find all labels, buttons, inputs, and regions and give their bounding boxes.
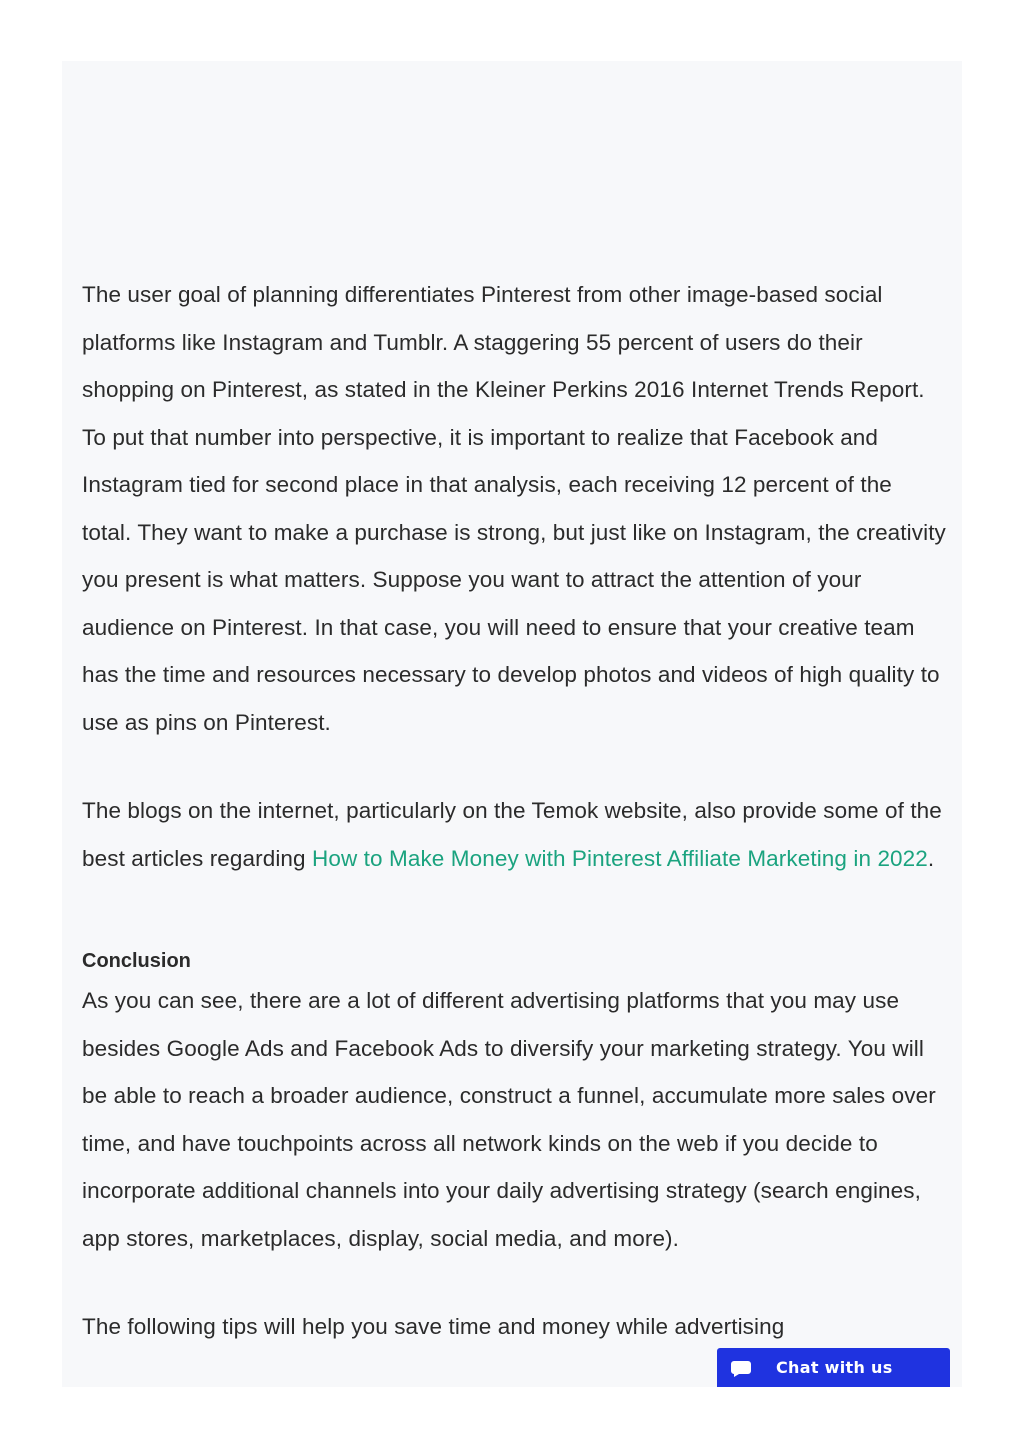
article-paragraph-with-link (82, 787, 946, 882)
article-paragraph-partial: The following tips will help you save time and money while advertising (82, 1314, 785, 1339)
chat-with-us-button[interactable] (717, 1348, 950, 1387)
paragraph-text: The blogs on the internet, particularly on the Temok website, also provide some of the best articles regarding (82, 798, 942, 871)
chat-bubble-icon (731, 1361, 751, 1377)
article-content (82, 271, 946, 1351)
conclusion-heading: Conclusion (82, 950, 191, 972)
chat-with-us-label: Chat with us (776, 1358, 893, 1377)
pinterest-affiliate-article-link[interactable]: How to Make Money with Pinterest Affiliate Marketing in 2022 (312, 845, 928, 871)
article-page (62, 61, 962, 1387)
article-paragraph: The user goal of planning differentiates Pinterest from other image-based social platforms like Instagram and Tumblr. A staggering 55 percent of users do their shopping on Pinterest, as stated in the Kleiner Perkins 2016 Internet Trends Report. To put that number into perspective, it is important to realize that Facebook and Instagram tied for second place in that analysis, each receiving 12 percent of the total. They want to make a purchase is strong, but just like on Instagram, the creativity you present is what matters. Suppose you want to attract the attention of your audience on Pinterest. In that case, you will need to ensure that your creative team has the time and resources necessary to develop photos and videos of high quality to use as pins on Pinterest. (82, 282, 946, 735)
conclusion-paragraph: As you can see, there are a lot of different advertising platforms that you may use besides Google Ads and Facebook Ads to diversify your marketing strategy. You will be able to reach a broader audience, construct a funnel, accumulate more sales over time, and have touchpoints across all network kinds on the web if you decide to incorporate additional channels into your daily advertising strategy (search engines, app stores, marketplaces, display, social media, and more). (82, 988, 936, 1251)
paragraph-text-end: . (927, 845, 935, 871)
